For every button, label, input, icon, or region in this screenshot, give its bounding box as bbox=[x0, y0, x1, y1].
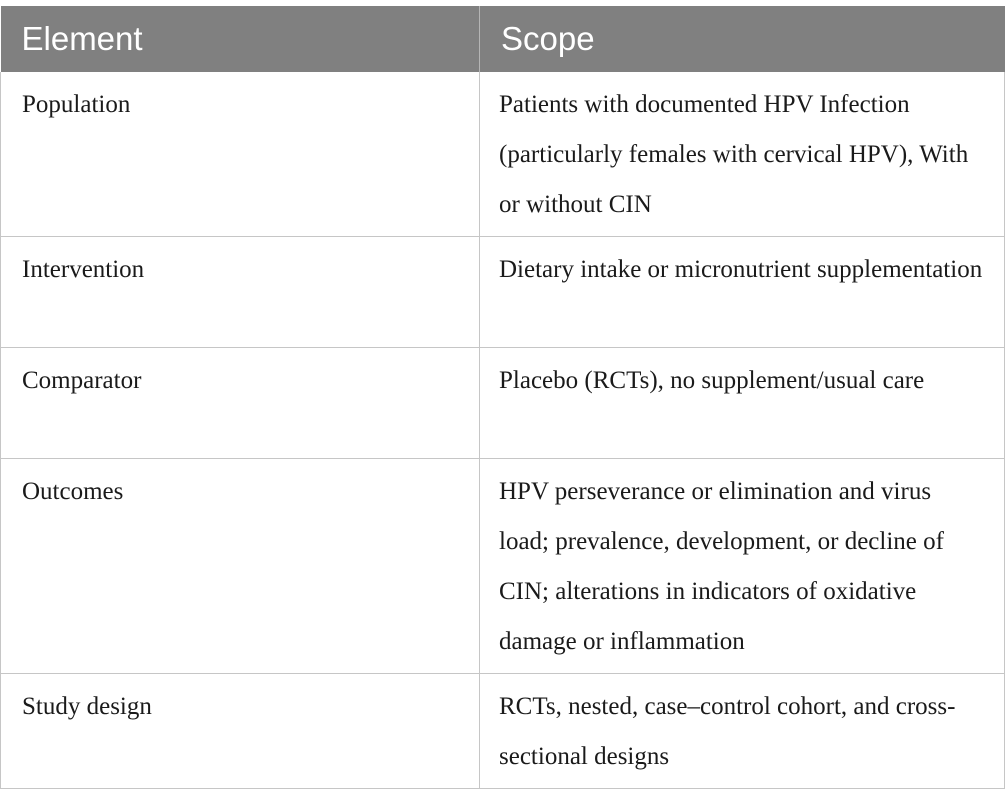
element-cell: Study design bbox=[1, 674, 480, 789]
element-cell: Population bbox=[1, 72, 480, 237]
scope-cell: HPV perseverance or elimination and virus load; prevalence, development, or decline of CIN; alterations in indicators of oxidative damage or inflammation bbox=[480, 459, 1005, 674]
pico-table-container bbox=[0, 6, 1004, 789]
table-row-comparator bbox=[1, 348, 1005, 459]
scope-cell: Patients with documented HPV Infection (particularly females with cervical HPV), With or without CIN bbox=[480, 72, 1005, 237]
table-row-intervention bbox=[1, 237, 1005, 348]
table-header bbox=[1, 6, 1005, 72]
table-body bbox=[1, 72, 1005, 789]
element-cell: Outcomes bbox=[1, 459, 480, 674]
scope-cell: Dietary intake or micronutrient supplementation bbox=[480, 237, 1005, 348]
element-cell: Intervention bbox=[1, 237, 480, 348]
scope-cell: RCTs, nested, case–control cohort, and cross-sectional designs bbox=[480, 674, 1005, 789]
table-row-population bbox=[1, 72, 1005, 237]
column-header-scope: Scope bbox=[480, 6, 1005, 72]
header-row bbox=[1, 6, 1005, 72]
scope-cell: Placebo (RCTs), no supplement/usual care bbox=[480, 348, 1005, 459]
column-header-element: Element bbox=[1, 6, 480, 72]
element-cell: Comparator bbox=[1, 348, 480, 459]
pico-table bbox=[0, 6, 1005, 789]
table-row-outcomes bbox=[1, 459, 1005, 674]
table-row-study-design bbox=[1, 674, 1005, 789]
